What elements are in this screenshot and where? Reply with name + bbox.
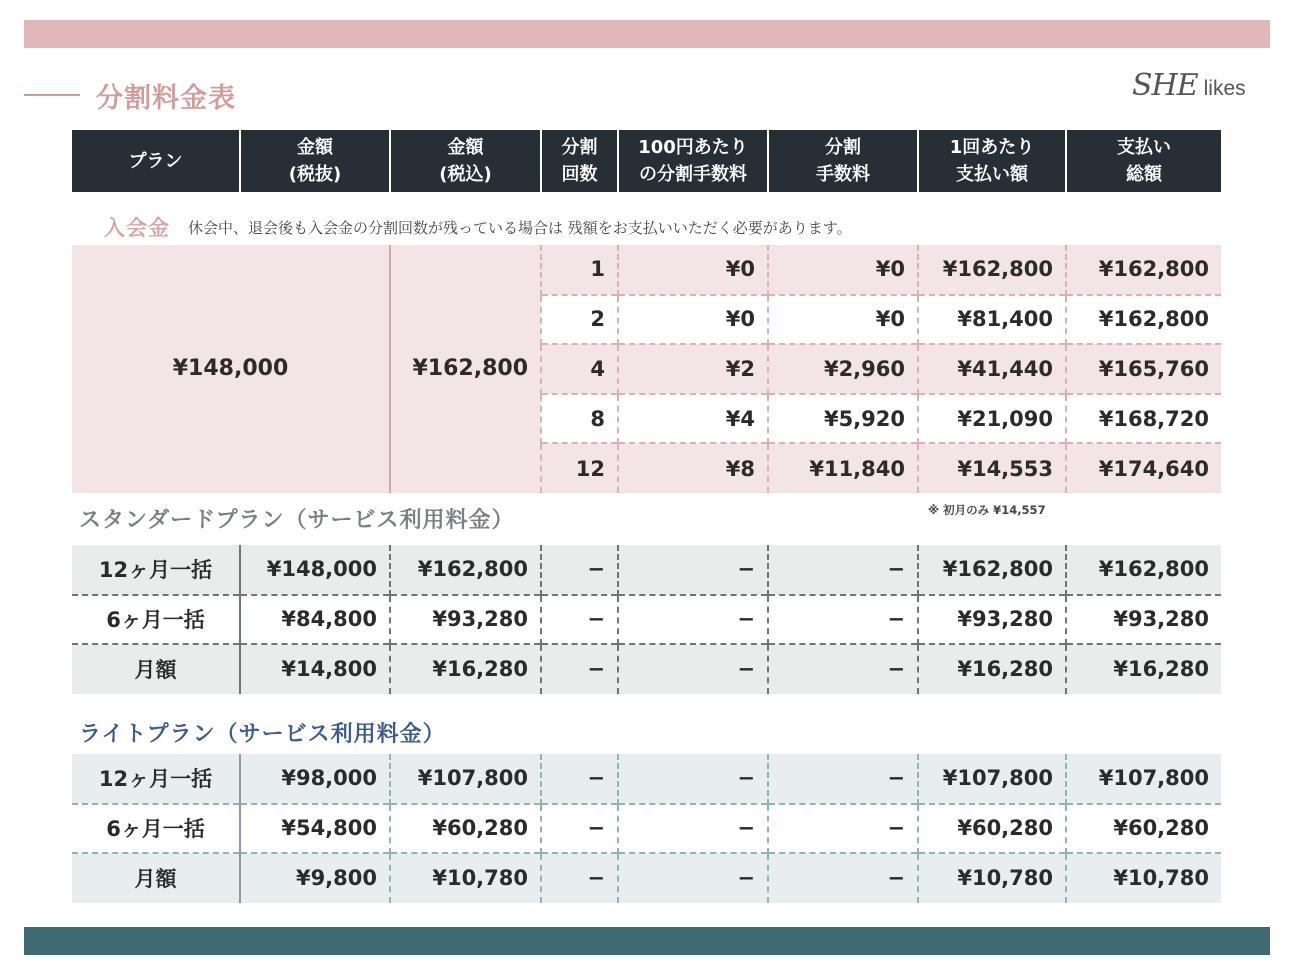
plan-total: ¥16,280	[1066, 644, 1221, 694]
title-line	[24, 94, 80, 96]
admission-fee: ¥5,920	[768, 394, 918, 444]
table-row	[72, 853, 1221, 903]
plan-count: −	[541, 644, 618, 694]
admission-fee-per100: ¥4	[618, 394, 768, 444]
brand-logo	[1132, 68, 1246, 108]
admission-count: 1	[541, 245, 618, 295]
plan-price-in: ¥93,280	[390, 595, 541, 645]
standard-section-title: スタンダードプラン（サービス利用料金）	[79, 507, 515, 533]
standard-first-month-note: ※ 初月のみ ¥14,557	[928, 503, 1046, 517]
admission-note: 休会中、退会後も入会金の分割回数が残っている場合は 残額をお支払いいただく必要があります。	[188, 218, 852, 237]
page-title: 分割料金表	[96, 82, 236, 114]
plan-price-in: ¥10,780	[390, 853, 541, 903]
admission-fee-per100: ¥0	[618, 245, 768, 295]
plan-fee-per100: −	[618, 595, 768, 645]
plan-fee: −	[768, 595, 918, 645]
plan-per-pay: ¥107,800	[918, 754, 1066, 804]
admission-total: ¥168,720	[1066, 394, 1221, 444]
plan-fee: −	[768, 644, 918, 694]
plan-total: ¥162,800	[1066, 545, 1221, 595]
header-total: 支払い 総額	[1066, 130, 1221, 192]
plan-price-ex: ¥84,800	[240, 595, 390, 645]
admission-count: 4	[541, 344, 618, 394]
plan-total: ¥10,780	[1066, 853, 1221, 903]
plan-fee-per100: −	[618, 804, 768, 854]
admission-total: ¥174,640	[1066, 443, 1221, 493]
plan-price-ex: ¥9,800	[240, 853, 390, 903]
plan-price-in: ¥16,280	[390, 644, 541, 694]
plan-count: −	[541, 853, 618, 903]
plan-price-in: ¥107,800	[390, 754, 541, 804]
admission-count: 12	[541, 443, 618, 493]
plan-fee: −	[768, 804, 918, 854]
plan-price-in: ¥162,800	[390, 545, 541, 595]
top-band	[24, 20, 1270, 48]
admission-total: ¥162,800	[1066, 245, 1221, 295]
bottom-band	[24, 927, 1270, 955]
admission-per-pay: ¥21,090	[918, 394, 1066, 444]
admission-fee: ¥0	[768, 295, 918, 345]
plan-per-pay: ¥162,800	[918, 545, 1066, 595]
header-plan: プラン	[72, 130, 240, 192]
plan-count: −	[541, 595, 618, 645]
plan-fee-per100: −	[618, 853, 768, 903]
table-row	[72, 545, 1221, 595]
plan-total: ¥93,280	[1066, 595, 1221, 645]
admission-fee: ¥0	[768, 245, 918, 295]
admission-total: ¥165,760	[1066, 344, 1221, 394]
admission-fee-per100: ¥0	[618, 295, 768, 345]
plan-price-in: ¥60,280	[390, 804, 541, 854]
admission-section-title	[104, 212, 852, 242]
plan-price-ex: ¥14,800	[240, 644, 390, 694]
plan-name: 12ヶ月一括	[72, 754, 240, 804]
header-per-pay: 1回あたり 支払い額	[918, 130, 1066, 192]
plan-name: 月額	[72, 644, 240, 694]
table-row	[72, 644, 1221, 694]
plan-total: ¥60,280	[1066, 804, 1221, 854]
plan-price-ex: ¥54,800	[240, 804, 390, 854]
logo-she: SHE	[1132, 68, 1198, 103]
header-fee-per100: 100円あたり の分割手数料	[618, 130, 768, 192]
admission-per-pay: ¥14,553	[918, 443, 1066, 493]
plan-total: ¥107,800	[1066, 754, 1221, 804]
plan-fee-per100: −	[618, 754, 768, 804]
admission-total: ¥162,800	[1066, 295, 1221, 345]
plan-price-ex: ¥148,000	[240, 545, 390, 595]
light-plan-table	[72, 754, 1221, 903]
plan-fee-per100: −	[618, 644, 768, 694]
plan-price-ex: ¥98,000	[240, 754, 390, 804]
plan-per-pay: ¥93,280	[918, 595, 1066, 645]
plan-per-pay: ¥10,780	[918, 853, 1066, 903]
standard-plan-table	[72, 545, 1221, 694]
light-section-title: ライトプラン（サービス利用料金）	[79, 721, 446, 747]
plan-count: −	[541, 754, 618, 804]
admission-table	[72, 245, 1221, 493]
plan-per-pay: ¥16,280	[918, 644, 1066, 694]
plan-count: −	[541, 545, 618, 595]
header-fee: 分割 手数料	[768, 130, 918, 192]
table-header	[72, 130, 1221, 192]
logo-likes: likes	[1203, 77, 1246, 100]
admission-count: 8	[541, 394, 618, 444]
admission-fee-per100: ¥2	[618, 344, 768, 394]
admission-label: 入会金	[104, 216, 170, 240]
header-price-ex: 金額 (税抜)	[240, 130, 390, 192]
plan-per-pay: ¥60,280	[918, 804, 1066, 854]
header-price-in: 金額 (税込)	[390, 130, 541, 192]
plan-count: −	[541, 804, 618, 854]
table-row	[72, 245, 1221, 295]
price-sheet	[24, 20, 1270, 955]
admission-count: 2	[541, 295, 618, 345]
plan-name: 12ヶ月一括	[72, 545, 240, 595]
header-count: 分割 回数	[541, 130, 618, 192]
admission-per-pay: ¥162,800	[918, 245, 1066, 295]
admission-fee-per100: ¥8	[618, 443, 768, 493]
title-area	[24, 75, 236, 115]
table-row	[72, 754, 1221, 804]
admission-price-in: ¥162,800	[390, 245, 541, 493]
plan-fee-per100: −	[618, 545, 768, 595]
table-row	[72, 595, 1221, 645]
plan-fee: −	[768, 853, 918, 903]
plan-name: 6ヶ月一括	[72, 595, 240, 645]
plan-name: 6ヶ月一括	[72, 804, 240, 854]
plan-fee: −	[768, 545, 918, 595]
admission-fee: ¥11,840	[768, 443, 918, 493]
plan-fee: −	[768, 754, 918, 804]
plan-name: 月額	[72, 853, 240, 903]
admission-fee: ¥2,960	[768, 344, 918, 394]
table-row	[72, 804, 1221, 854]
admission-price-ex: ¥148,000	[72, 245, 390, 493]
admission-per-pay: ¥81,400	[918, 295, 1066, 345]
admission-per-pay: ¥41,440	[918, 344, 1066, 394]
